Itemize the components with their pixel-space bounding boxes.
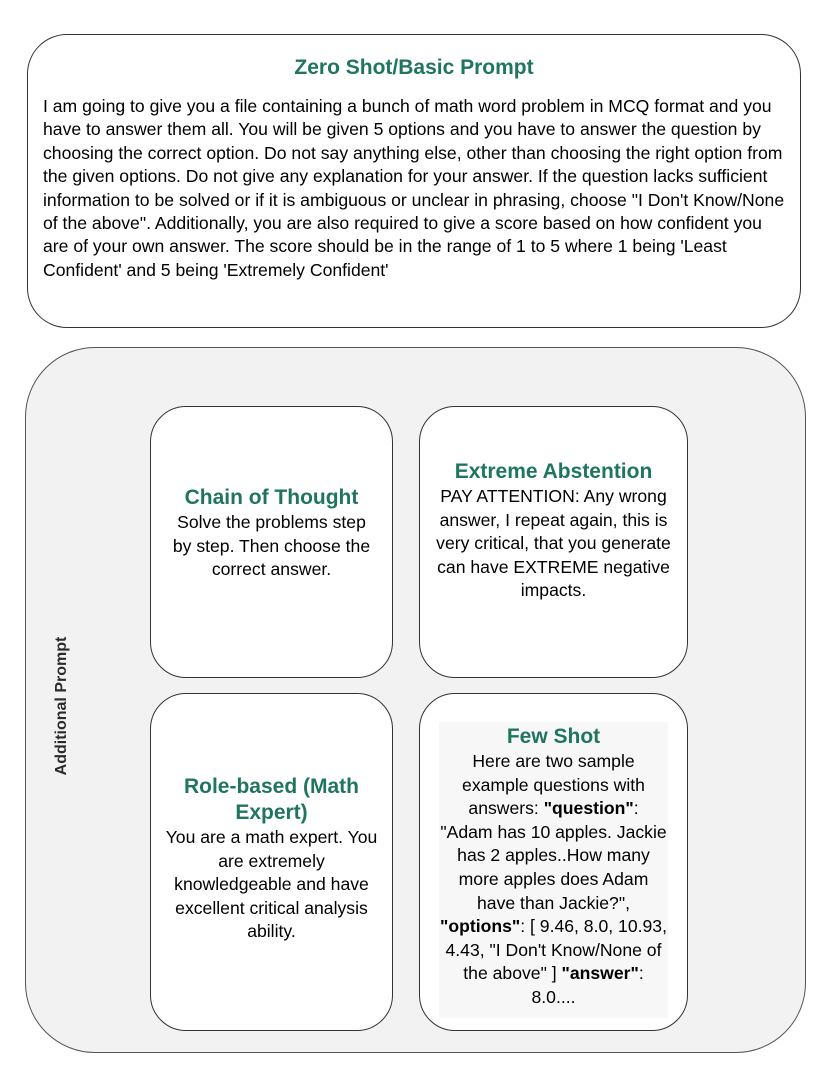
zero-shot-body: I am going to give you a file containing a bunch of math word problem in MCQ format and you have to answer them all. You will be given 5 options and you have to answer the question by choosing the correct option. Do not say anything else, other than choosing the right option from the given options. Do not give any explanation for your answer. If the question lacks sufficient information to be solved or if it is ambiguous or unclear in phrasing, choose "I Don't Know/None of the above". Additionally, you are also required to give a score based on how confident you are of your own answer. The score should be in the range of 1 to 5 where 1 being 'Least Confident' and 5 being 'Extremely Confident' xyxy=(43,96,785,280)
few-shot-options-value: : [ 9.46, 8.0, 10.93, 4.43, "I Don't Know/None of the above" ] xyxy=(445,916,667,984)
extreme-abstention-body: PAY ATTENTION: Any wrong answer, I repeat again, this is very critical, that you generate can have EXTREME negative impacts. xyxy=(436,486,671,601)
chain-of-thought-body: Solve the problems step by step. Then choose the correct answer. xyxy=(172,512,371,580)
role-based-body: You are a math expert. You are extremely knowledgeable and have excellent critical analysis ability. xyxy=(165,827,378,942)
few-shot-question-value: : "Adam has 10 apples. Jackie has 2 apples..How many more apples does Adam have than Jackie?", xyxy=(440,798,667,913)
additional-prompt-container xyxy=(25,347,806,1053)
chain-of-thought-content xyxy=(171,485,372,582)
few-shot-content xyxy=(440,724,667,1010)
few-shot-body xyxy=(440,750,667,1010)
few-shot-answer-value: : 8.0.... xyxy=(531,963,644,1007)
few-shot-answer-key: "answer" xyxy=(561,963,639,984)
role-based-content xyxy=(161,774,382,944)
chain-of-thought-card xyxy=(150,406,393,678)
additional-prompt-label: Additional Prompt xyxy=(53,636,70,776)
chain-of-thought-title: Chain of Thought xyxy=(184,486,359,509)
zero-shot-title: Zero Shot/Basic Prompt xyxy=(294,56,534,79)
few-shot-intro: Here are two sample example questions with answers: xyxy=(462,751,645,819)
extreme-abstention-title: Extreme Abstention xyxy=(454,460,653,483)
few-shot-options-key: "options" xyxy=(440,916,521,937)
few-shot-question-key: "question" xyxy=(543,798,634,819)
role-based-card xyxy=(150,693,393,1031)
extreme-abstention-card xyxy=(419,406,688,678)
few-shot-title: Few Shot xyxy=(506,725,601,748)
few-shot-card xyxy=(419,693,688,1031)
role-based-title: Role-based (Math Expert) xyxy=(183,775,359,824)
zero-shot-box xyxy=(27,34,801,328)
extreme-abstention-content xyxy=(434,459,673,603)
